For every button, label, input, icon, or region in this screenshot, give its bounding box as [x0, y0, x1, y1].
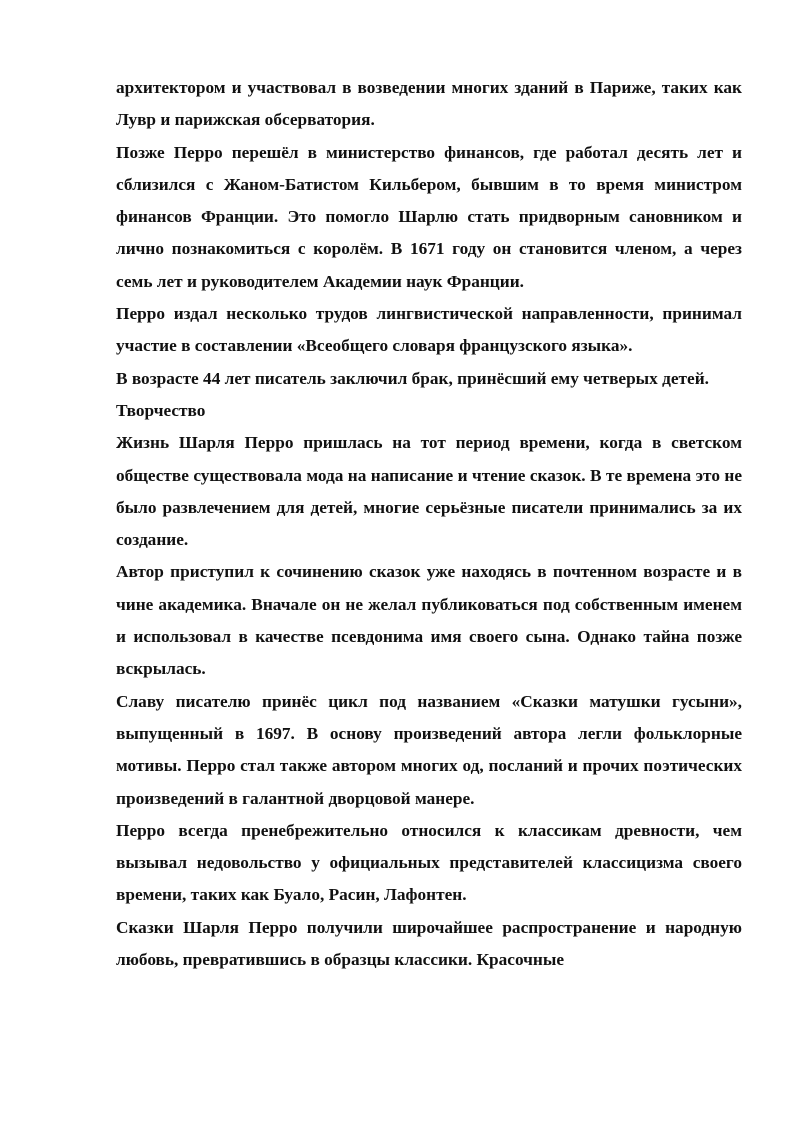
paragraph-linguistics: Перро издал несколько трудов лингвистической направленности, принимал участие в составлении «Всеобщего словаря французского языка». [116, 304, 742, 356]
paragraph-ministry: Позже Перро перешёл в министерство финансов, где работал десять лет и сблизился с Жаном-Батистом Кильбером, бывшим в то время министром финансов Франции. Это помогло Шарлю стать придворным сановником и лично познакомиться с королём. В 1671 году он становится членом, а через семь лет и руководителем Академии наук Франции. [116, 142, 742, 291]
paragraph-classics: Перро всегда пренебрежительно относился к классикам древности, чем вызывал недовольство у официальных представителей классицизма своего времени, таких как Буало, Расин, Лафонтен. [116, 820, 742, 905]
paragraph-marriage: В возрасте 44 лет писатель заключил брак, принёсший ему четверых детей. [116, 368, 709, 388]
document-body [116, 72, 742, 976]
paragraph-continuation: архитектором и участвовал в возведении многих зданий в Париже, таких как Лувр и парижская обсерватория. [116, 78, 742, 130]
section-heading-tvorchestvo: Творчество [116, 400, 206, 420]
paragraph-pseudonym: Автор приступил к сочинению сказок уже находясь в почтенном возрасте и в чине академика. Вначале он не желал публиковаться под собственным именем и использовал в качестве псевдонима имя своего сына. Однако тайна позже вскрылась. [116, 562, 742, 679]
paragraph-popularity: Сказки Шарля Перро получили широчайшее распространение и народную любовь, превратившись в образцы классики. Красочные [116, 917, 742, 970]
paragraph-fashion: Жизнь Шарля Перро пришлась на тот период времени, когда в светском обществе существовала мода на написание и чтение сказок. В те времена это не было развлечением для детей, многие серьёзные писатели принимались за их создание. [116, 433, 742, 550]
paragraph-mother-goose: Славу писателю принёс цикл под названием «Сказки матушки гусыни», выпущенный в 1697. В основу произведений автора легли фольклорные мотивы. Перро стал также автором многих од, посланий и прочих поэтических произведений в галантной дворцовой манере. [116, 691, 742, 808]
